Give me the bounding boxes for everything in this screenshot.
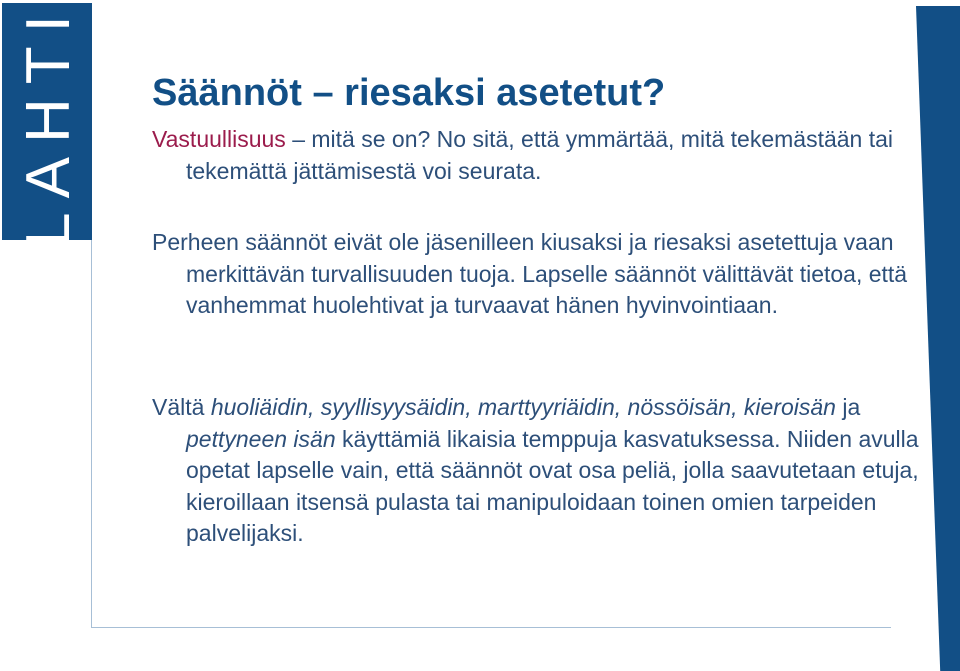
paragraph-rest: käyttämiä likaisia temppuja kasvatuksessa. Niiden avulla opetat lapselle vain, että säännöt ovat osa peliä, jolla saavutetaan etuja, kieroillaan itsensä pulasta tai manipuloidaan toinen omien tarpeiden palvelijaksi.	[186, 425, 919, 546]
italic-roles-1: huoliäidin, syyllisyysäidin, marttyyriäidin, nössöisän, kieroisän	[210, 394, 836, 420]
paragraph-avoid	[152, 392, 926, 550]
decorative-right-bar	[916, 6, 960, 671]
paragraph-family-rules: Perheen säännöt eivät ole jäsenilleen kiusaksi ja riesaksi asetettuja vaan merkittävän turvallisuuden tuoja. Lapselle säännöt välittävät tietoa, että vanhemmat huolehtivat ja turvaavat hänen hyvinvointiaan.	[152, 229, 908, 318]
italic-roles-2: pettyneen isän	[186, 425, 336, 452]
lahti-logo	[2, 1, 92, 247]
paragraph-text: – mitä se on? No sitä, että ymmärtää, mitä tekemästään tai tekemättä jättämisestä voi seurata.	[186, 126, 894, 184]
slide-title: Säännöt – riesaksi asetetut?	[152, 72, 666, 114]
frame-line-bottom	[91, 627, 891, 628]
paragraph-responsibility	[152, 124, 926, 187]
highlight-term: Vastuullisuus	[152, 126, 286, 152]
frame-line-left	[91, 240, 92, 628]
paragraph-lead: Vältä	[152, 394, 211, 420]
paragraph-mid: ja	[835, 394, 861, 420]
lahti-logo-text: LAHTI	[14, 1, 83, 247]
